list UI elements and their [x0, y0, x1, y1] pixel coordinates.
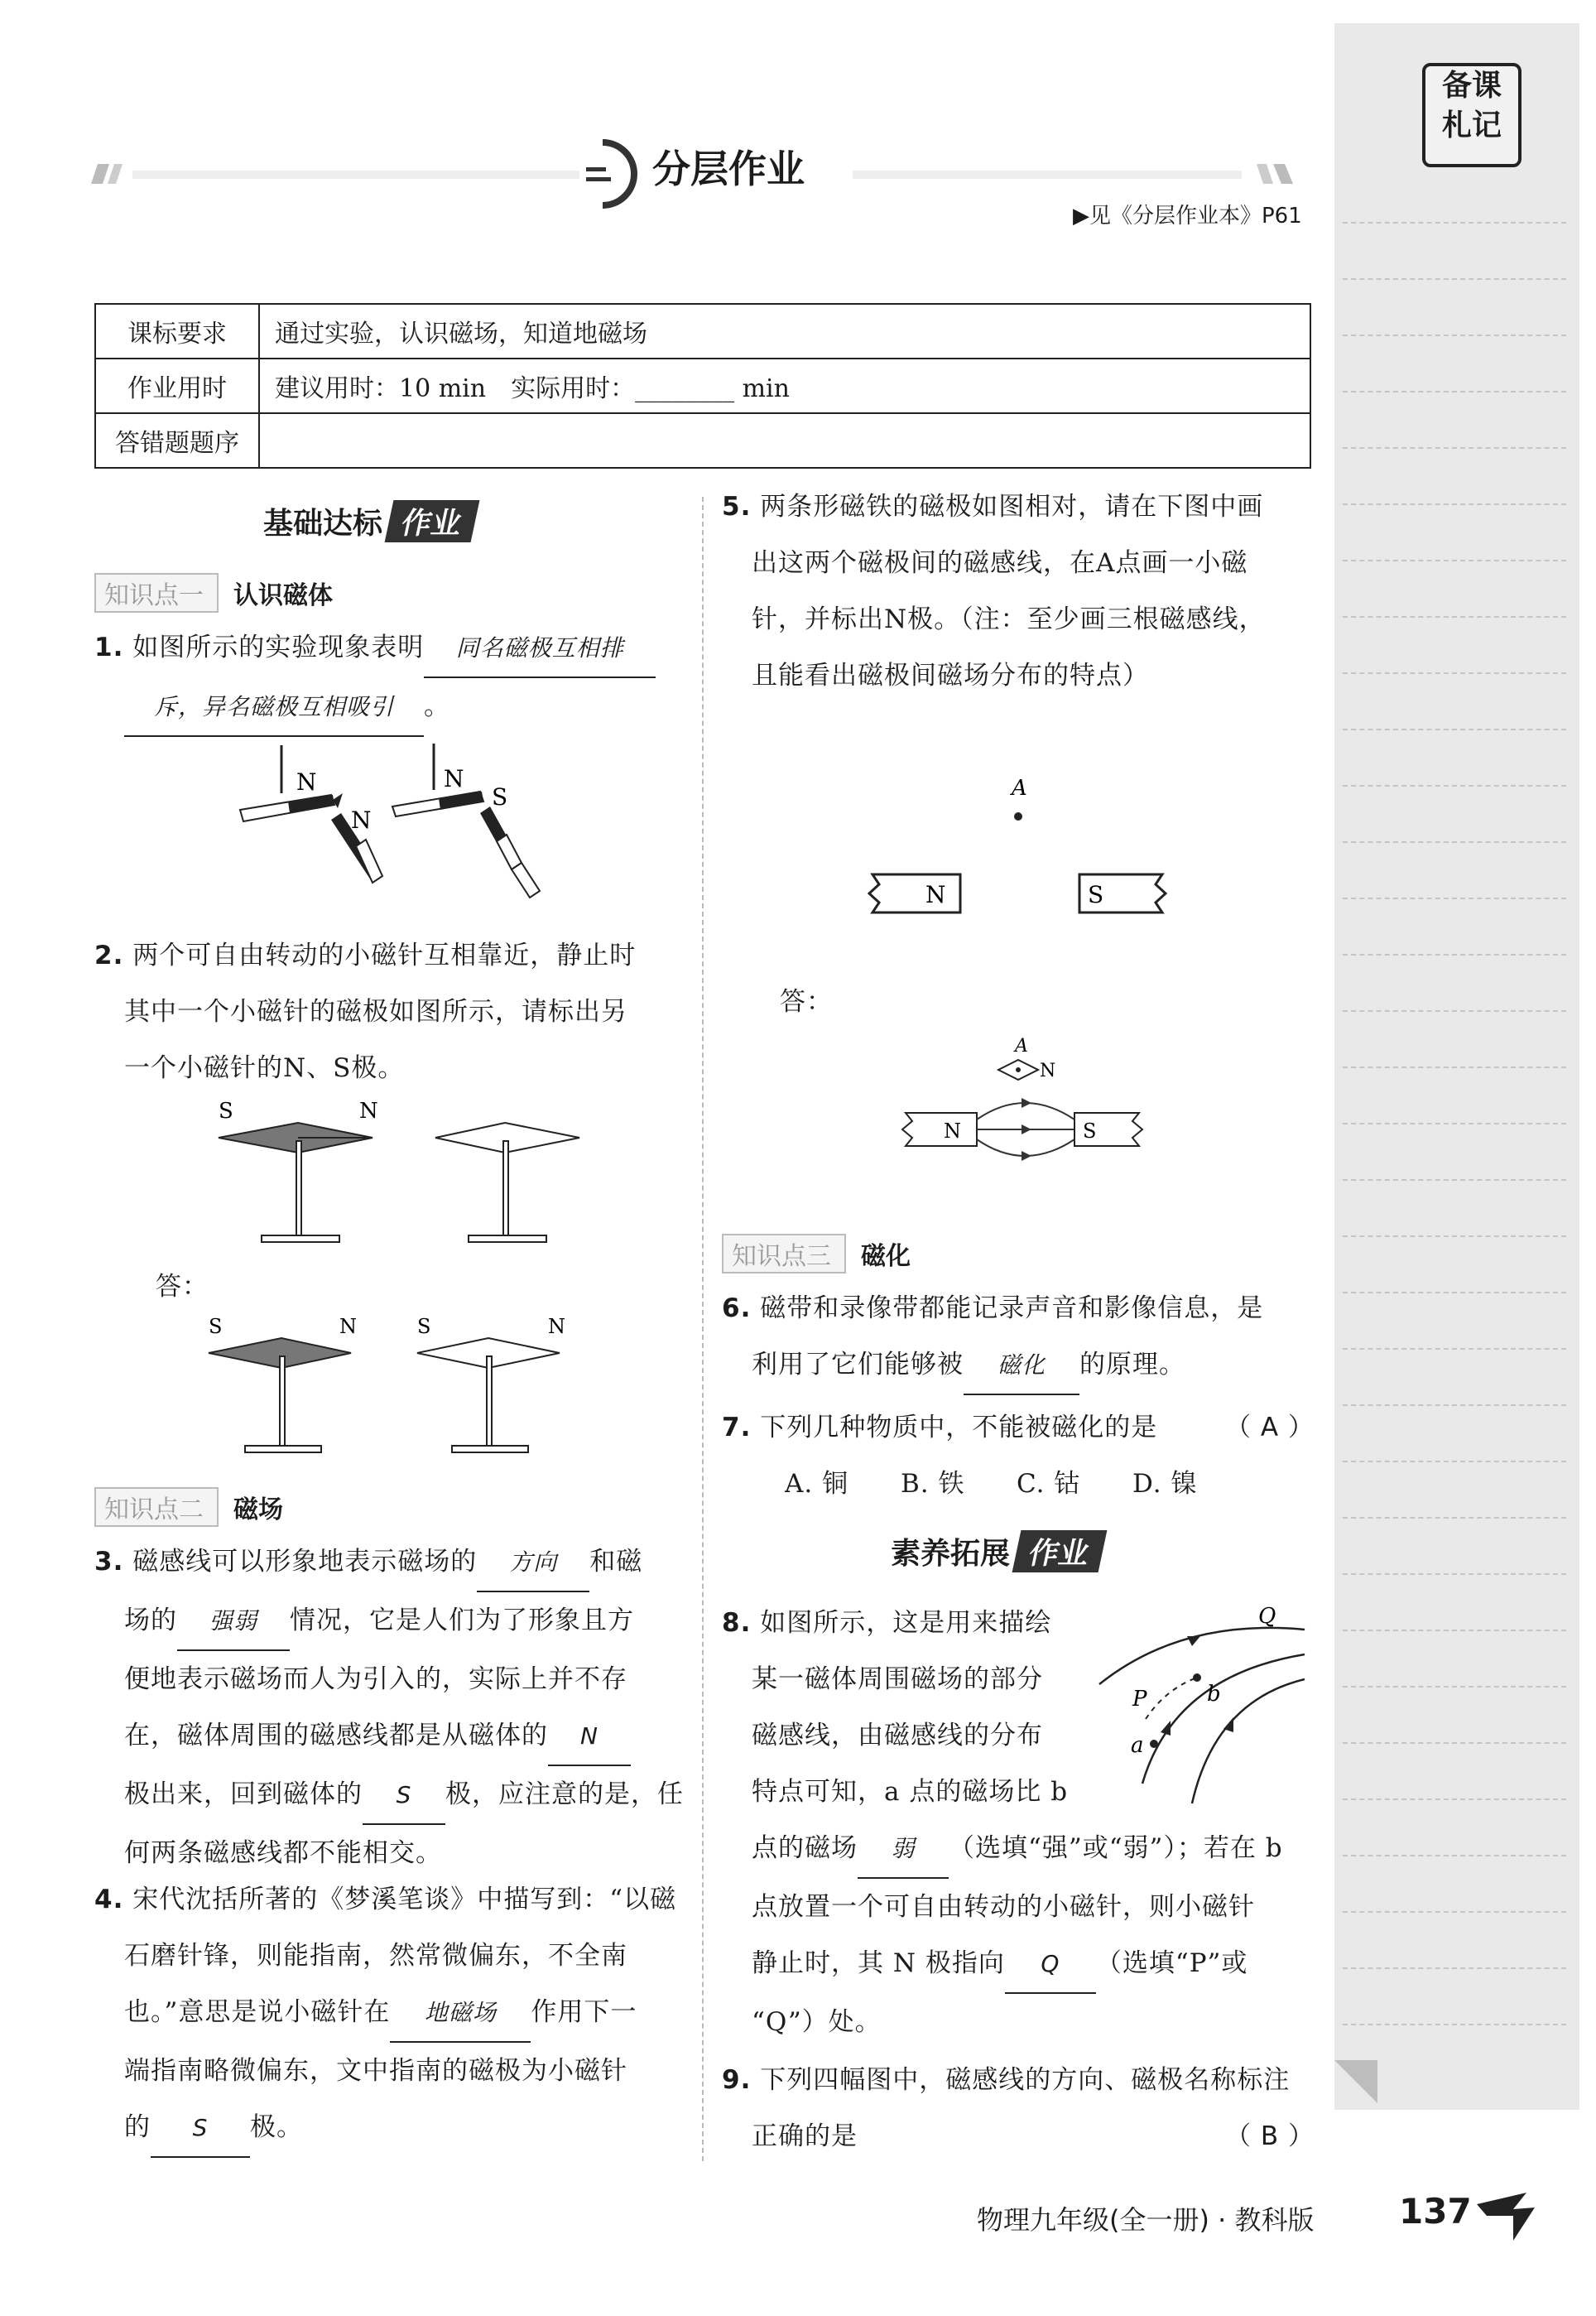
table-row [95, 413, 1310, 468]
book-title: 物理九年级(全一册) · 教科版 [977, 2204, 1315, 2236]
q-text: 某一磁体周围磁场的部分 [752, 1664, 1043, 1694]
section-basic-tag: 作业 [385, 500, 480, 542]
question-6 [722, 1280, 1318, 1395]
option[interactable]: D. 镍 [1132, 1469, 1198, 1499]
q2-answer-label: S [417, 1315, 431, 1338]
row-value[interactable] [259, 413, 1310, 468]
kp-name: 认识磁体 [233, 581, 333, 610]
q-text: 极。 [250, 2112, 303, 2142]
q8-label: b [1207, 1682, 1221, 1707]
knowledge-point-3 [722, 1234, 911, 1274]
q-text: （选填“P”或 [1095, 1948, 1248, 1978]
page-number: 137 [1399, 2191, 1472, 2232]
answer-blank[interactable]: Q [1005, 1936, 1096, 1994]
answer-blank[interactable]: 弱 [858, 1821, 949, 1879]
q-text: 特点可知，a 点的磁场比 b [752, 1777, 1069, 1807]
question-number: 2. [94, 941, 124, 970]
q5-label: A [1012, 776, 1027, 801]
header-arc-icon [603, 142, 634, 205]
answer-choice: A [1260, 1413, 1280, 1442]
q-text: 如图所示，这是用来描绘 [760, 1608, 1052, 1638]
q-text: 作用下一 [531, 1997, 637, 2027]
answer-blank[interactable]: 斥，异名磁极互相吸引 [124, 679, 424, 737]
q-text: 下列几种物质中，不能被磁化的是 [760, 1413, 1158, 1442]
q1-label: N [444, 765, 464, 792]
q-text: 和磁 [589, 1547, 643, 1577]
q8-figure [1091, 1601, 1315, 1800]
question-number: 3. [94, 1547, 124, 1577]
q5-answer-prefix: 答： [780, 987, 833, 1017]
q2-answer-label: N [548, 1315, 565, 1338]
row-label: 答错题题序 [95, 413, 259, 468]
q-text: 石磨针锋，则能指南，然常微偏东，不全南 [124, 1941, 627, 1971]
q2-answer-prefix: 答： [156, 1272, 209, 1302]
section-extension-title: 素养拓展 [891, 1537, 1011, 1571]
q-text: 极，应注意的是，任 [445, 1779, 684, 1809]
answer-blank[interactable]: S [151, 2100, 250, 2158]
q-text: 出这两个磁极间的磁感线，在A点画一小磁 [752, 548, 1248, 578]
kp-name: 磁场 [233, 1495, 283, 1524]
q1-label: N [351, 807, 372, 834]
answer-paren[interactable]: （ B ） [1225, 2121, 1315, 2151]
q-text: 点的磁场 [752, 1833, 858, 1863]
q5-answer-label: N [944, 1119, 961, 1143]
q-text: （选填“强”或“弱”）；若在 b [949, 1833, 1283, 1863]
q-text: 磁带和录像带都能记录声音和影像信息，是 [760, 1293, 1264, 1323]
kp-tag: 知识点二 [94, 1487, 219, 1527]
question-2 [94, 927, 690, 1096]
q-text: 利用了它们能够被 [752, 1350, 964, 1379]
answer-blank[interactable]: 强弱 [177, 1593, 290, 1651]
q5-answer-figure [901, 1037, 1199, 1177]
option[interactable]: B. 铁 [901, 1469, 965, 1499]
q-text: 静止时，其 N 极指向 [752, 1948, 1005, 1978]
q-text: 便地表示磁场而人为引入的，实际上并不存 [124, 1664, 627, 1694]
answer-choice: B [1260, 2121, 1280, 2151]
question-1 [94, 619, 690, 737]
question-9 [722, 2052, 1326, 2164]
question-number: 8. [722, 1608, 752, 1638]
knowledge-point-2 [94, 1487, 283, 1527]
section-basic-banner [257, 500, 475, 540]
q5-label: N [925, 881, 946, 908]
notes-sidebar [1334, 23, 1579, 2110]
column-divider [702, 497, 704, 2161]
q8-label: Q [1258, 1604, 1276, 1629]
row-value: 通过实验，认识磁场，知道地磁场 [259, 304, 1310, 359]
q8-label: P [1132, 1687, 1147, 1712]
q-text: 下列四幅图中，磁感线的方向、磁极名称标注 [760, 2065, 1291, 2095]
section-extension-banner [884, 1530, 1103, 1570]
q5-answer-label: A [1015, 1036, 1028, 1057]
question-7 [722, 1399, 1318, 1456]
section-basic-title: 基础达标 [263, 507, 383, 541]
row-label: 作业用时 [95, 359, 259, 413]
stamp-line-1: 备课 [1441, 69, 1502, 103]
corner-arrow-icon [1477, 2193, 1560, 2242]
q-text: 正确的是 [752, 2121, 858, 2151]
question-number: 7. [722, 1413, 752, 1442]
question-number: 9. [722, 2065, 752, 2095]
answer-paren[interactable]: （ A ） [1225, 1413, 1315, 1442]
knowledge-point-1 [94, 573, 333, 613]
q2-label: N [359, 1099, 378, 1124]
answer-blank[interactable]: N [548, 1708, 631, 1766]
q-text: 一个小磁针的N、S极。 [124, 1053, 405, 1083]
q2-answer-label: S [209, 1315, 223, 1338]
question-4 [94, 1871, 699, 2158]
answer-blank[interactable]: 同名磁极互相排 [424, 620, 656, 678]
question-number: 5. [722, 492, 752, 522]
q-text: 磁感线，由磁感线的分布 [752, 1721, 1043, 1750]
info-table [94, 303, 1311, 469]
q7-options [785, 1456, 1248, 1512]
question-3 [94, 1534, 699, 1881]
section-extension-tag: 作业 [1012, 1530, 1108, 1572]
answer-blank[interactable]: 地磁场 [390, 1985, 531, 2043]
q1-label: S [492, 783, 508, 811]
table-row [95, 359, 1310, 413]
q-text: 两条形磁铁的磁极如图相对，请在下图中画 [760, 492, 1264, 522]
q-text: 的原理。 [1079, 1350, 1185, 1379]
q-text: 且能看出磁极间磁场分布的特点） [752, 661, 1149, 691]
q-text: 也。”意思是说小磁针在 [124, 1997, 391, 2027]
q-text: 如图所示的实验现象表明 [132, 633, 425, 662]
q5-answer-label: S [1083, 1119, 1097, 1143]
q-text: 其中一个小磁针的磁极如图所示，请标出另 [124, 997, 627, 1027]
q-text: 情况，它是人们为了形象且方 [290, 1606, 634, 1635]
q2-answer-label: N [339, 1315, 357, 1338]
q-text: 在，磁体周围的磁感线都是从磁体的 [124, 1721, 548, 1750]
table-row [95, 304, 1310, 359]
q-text: 。 [424, 691, 450, 721]
sidebar-fold-icon [1334, 2060, 1384, 2110]
question-number: 6. [722, 1293, 752, 1323]
q1-label: N [296, 768, 317, 796]
page-title: 分层作业 [652, 147, 805, 191]
question-number: 1. [94, 633, 124, 662]
q-text: 磁感线可以形象地表示磁场的 [132, 1547, 478, 1577]
kp-name: 磁化 [861, 1242, 911, 1271]
option[interactable]: A. 铜 [785, 1469, 849, 1499]
kp-tag: 知识点一 [94, 573, 219, 613]
q-text: 的 [124, 2112, 151, 2142]
answer-blank[interactable]: S [363, 1767, 445, 1825]
q5-answer-label: N [1040, 1061, 1056, 1081]
q2-label: S [219, 1099, 233, 1124]
q8-label: a [1131, 1733, 1144, 1758]
option[interactable]: C. 钴 [1017, 1469, 1081, 1499]
question-5 [722, 479, 1318, 704]
q-text: 场的 [124, 1606, 177, 1635]
row-label: 课标要求 [95, 304, 259, 359]
answer-blank[interactable]: 磁化 [964, 1337, 1079, 1395]
q-text: 何两条磁感线都不能相交。 [124, 1838, 442, 1868]
workbook-reference: ▶见《分层作业本》P61 [1073, 204, 1302, 229]
q-text: 两个可自由转动的小磁针互相靠近，静止时 [132, 941, 637, 970]
q-text: 极出来，回到磁体的 [124, 1779, 363, 1809]
stamp-line-2: 札记 [1441, 108, 1502, 142]
q-text: 宋代沈括所著的《梦溪笔谈》中描写到：“以磁 [132, 1885, 677, 1914]
q-text: 针，并标出N极。（注：至少画三根磁感线， [752, 604, 1266, 634]
q2-answer-figure [209, 1315, 589, 1462]
q5-label: S [1088, 881, 1104, 908]
q5-figure [868, 775, 1215, 924]
answer-blank[interactable]: 方向 [477, 1534, 589, 1592]
q-text: “Q”）处。 [752, 2007, 882, 2037]
question-number: 4. [94, 1885, 124, 1914]
q-text: 端指南略微偏东，文中指南的磁极为小磁针 [124, 2056, 627, 2086]
row-value[interactable]: 建议用时：10 min 实际用时：________ min [259, 359, 1310, 413]
q-text: 点放置一个可自由转动的小磁针，则小磁针 [752, 1892, 1255, 1922]
kp-tag: 知识点三 [722, 1234, 846, 1274]
q1-figure [240, 744, 571, 909]
q2-figure [219, 1099, 599, 1254]
